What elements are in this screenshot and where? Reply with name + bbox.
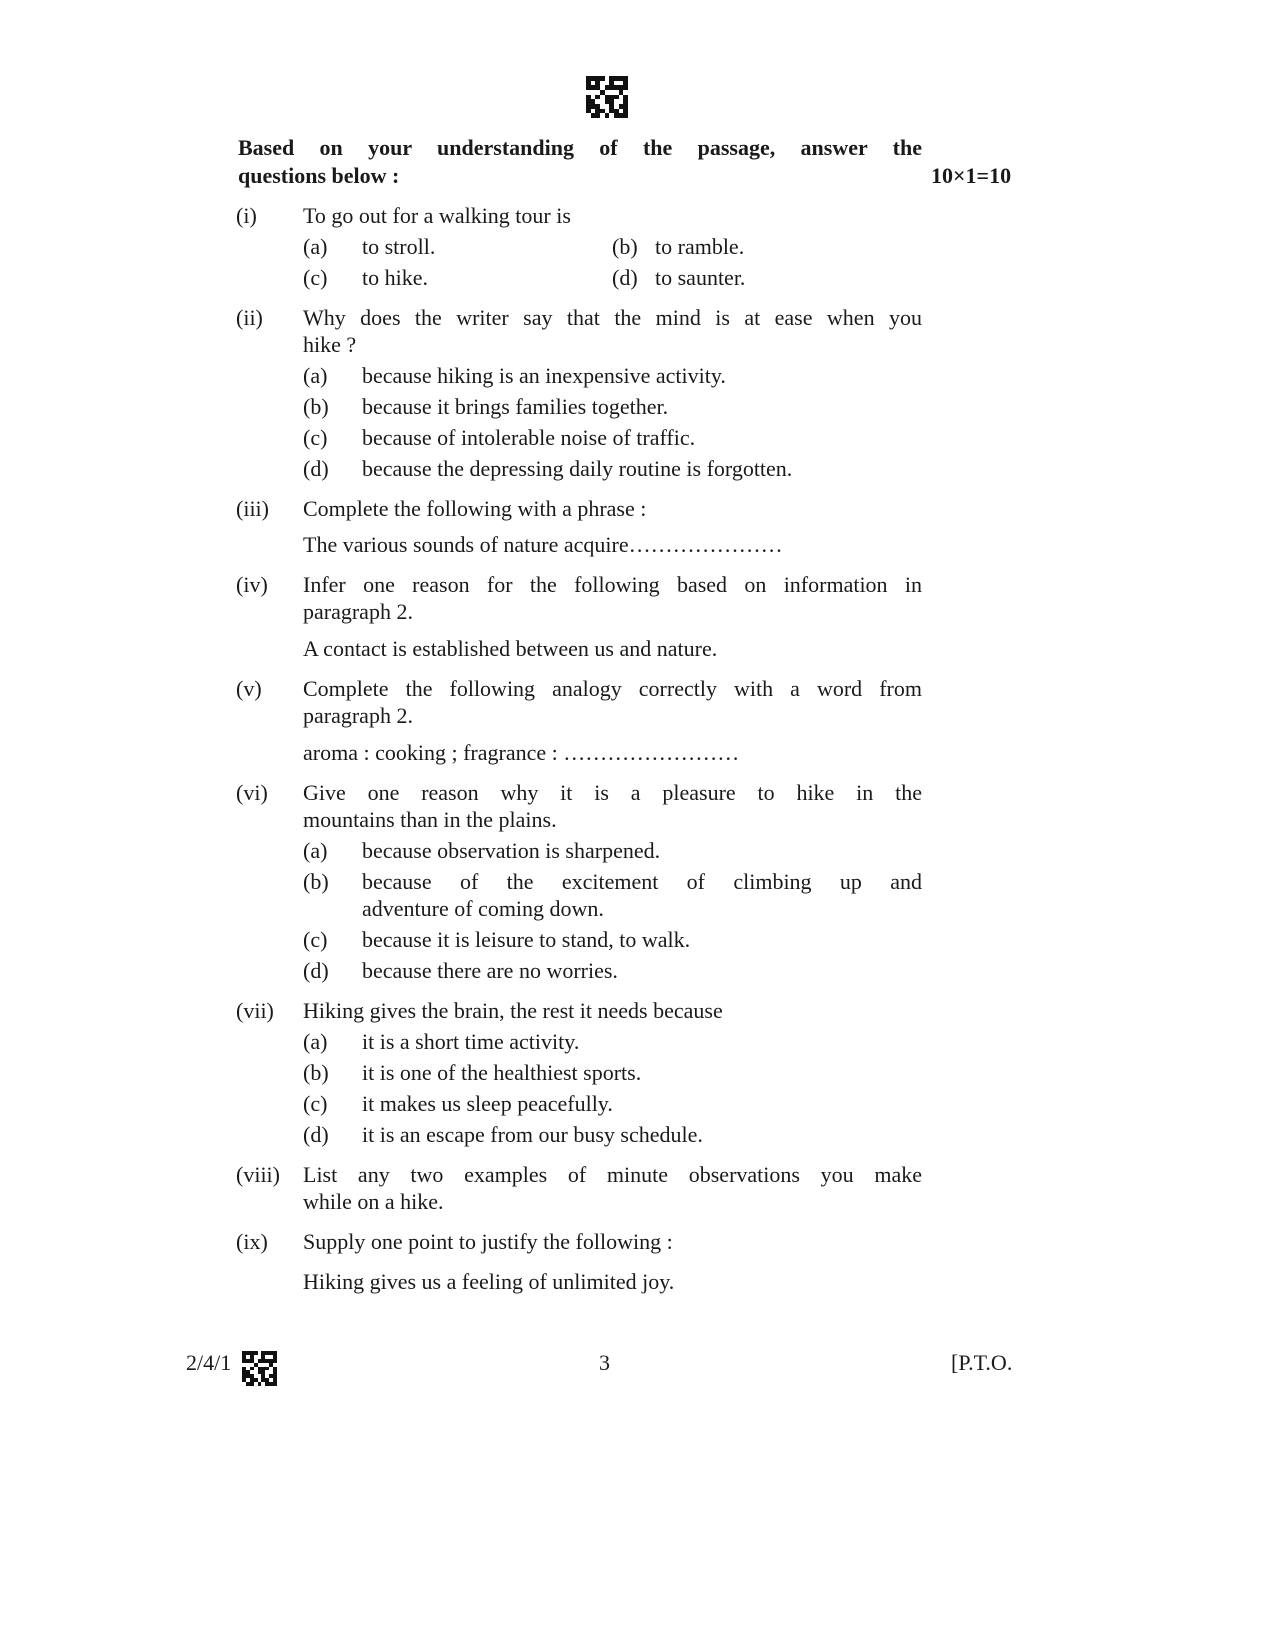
- qr-code-footer: [242, 1351, 277, 1386]
- option-text: because observation is sharpened.: [362, 838, 661, 863]
- question-text: mountains than in the plains.: [303, 807, 557, 832]
- question-number: (v): [236, 676, 262, 701]
- option-text: to saunter.: [655, 265, 746, 290]
- option-label: (d): [303, 958, 329, 983]
- option-text: because of the excitement of climbing up and: [362, 869, 922, 894]
- option-label: (d): [303, 456, 329, 481]
- question-subtext: A contact is established between us and nature.: [303, 636, 718, 661]
- option-label: (d): [303, 1122, 329, 1147]
- question-text: Complete the following analogy correctly with a word from: [303, 676, 922, 701]
- paper-code: 2/4/1: [186, 1350, 232, 1375]
- option-label: (c): [303, 927, 328, 952]
- question-text: List any two examples of minute observations you make: [303, 1162, 922, 1187]
- question-text: Hiking gives the brain, the rest it needs because: [303, 998, 723, 1023]
- option-text: it is an escape from our busy schedule.: [362, 1122, 703, 1147]
- option-text: adventure of coming down.: [362, 896, 604, 921]
- option-label: (b): [303, 869, 329, 894]
- question-text: Infer one reason for the following based on information in: [303, 572, 922, 597]
- question-text: Complete the following with a phrase :: [303, 496, 647, 521]
- option-label: (b): [303, 394, 329, 419]
- question-text: while on a hike.: [303, 1189, 444, 1214]
- pto-label: [P.T.O.: [951, 1350, 1013, 1375]
- option-text: to ramble.: [655, 234, 745, 259]
- option-label: (a): [303, 1029, 328, 1054]
- question-number: (vii): [236, 998, 274, 1023]
- question-text: paragraph 2.: [303, 703, 413, 728]
- option-text: because it is leisure to stand, to walk.: [362, 927, 691, 952]
- question-number: (i): [236, 203, 257, 228]
- option-text: because the depressing daily routine is forgotten.: [362, 456, 793, 481]
- option-label: (c): [303, 265, 328, 290]
- qr-code-top: [586, 76, 628, 118]
- page-number: 3: [599, 1350, 610, 1375]
- option-label: (c): [303, 425, 328, 450]
- question-text: paragraph 2.: [303, 599, 413, 624]
- option-text: because there are no worries.: [362, 958, 618, 983]
- question-text: Why does the writer say that the mind is at ease when you: [303, 305, 922, 330]
- question-number: (ii): [236, 305, 263, 330]
- option-text: because it brings families together.: [362, 394, 669, 419]
- option-label: (d): [612, 265, 638, 290]
- option-label: (b): [612, 234, 638, 259]
- option-text: it makes us sleep peacefully.: [362, 1091, 613, 1116]
- option-label: (b): [303, 1060, 329, 1085]
- option-label: (a): [303, 363, 328, 388]
- option-text: because hiking is an inexpensive activity.: [362, 363, 726, 388]
- option-text: it is a short time activity.: [362, 1029, 580, 1054]
- option-text: it is one of the healthiest sports.: [362, 1060, 642, 1085]
- option-text: to hike.: [362, 265, 428, 290]
- question-number: (iv): [236, 572, 268, 597]
- question-number: (ix): [236, 1229, 268, 1254]
- question-text: Supply one point to justify the following :: [303, 1229, 673, 1254]
- marks-label: 10×1=10: [931, 163, 1012, 188]
- option-text: because of intolerable noise of traffic.: [362, 425, 696, 450]
- option-label: (a): [303, 838, 328, 863]
- question-number: (viii): [236, 1162, 280, 1187]
- instruction-text: Based on your understanding of the passage, answer the: [238, 135, 922, 160]
- question-number: (vi): [236, 780, 268, 805]
- question-subtext: Hiking gives us a feeling of unlimited joy.: [303, 1269, 675, 1294]
- option-label: (c): [303, 1091, 328, 1116]
- instruction-text: questions below :: [238, 163, 400, 188]
- question-subtext: The various sounds of nature acquire…………………: [303, 532, 783, 557]
- question-number: (iii): [236, 496, 269, 521]
- option-label: (a): [303, 234, 328, 259]
- option-text: to stroll.: [362, 234, 436, 259]
- question-text: Give one reason why it is a pleasure to hike in the: [303, 780, 922, 805]
- question-text: hike ?: [303, 332, 357, 357]
- question-subtext: aroma : cooking ; fragrance : ……………………: [303, 740, 740, 765]
- question-text: To go out for a walking tour is: [303, 203, 571, 228]
